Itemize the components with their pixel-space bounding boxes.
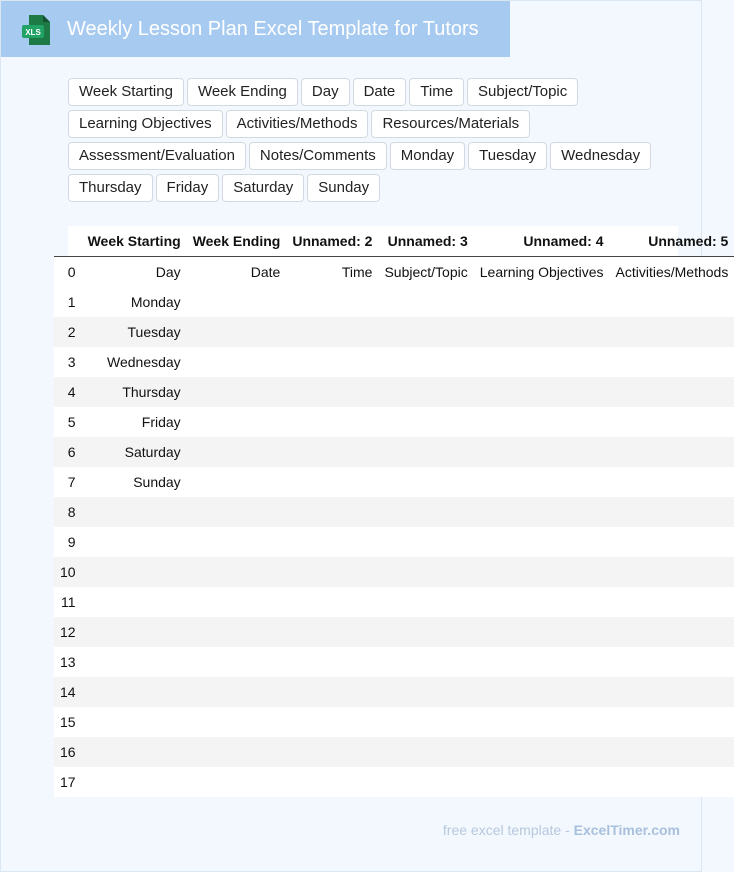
table-row [54, 767, 734, 797]
table-cell[interactable]: 16 [54, 737, 82, 767]
column-chip[interactable]: Week Starting [68, 78, 184, 106]
column-chip[interactable]: Tuesday [468, 142, 547, 170]
table-cell[interactable] [187, 737, 287, 767]
table-cell[interactable] [187, 677, 287, 707]
table-cell[interactable] [474, 347, 610, 377]
table-row [54, 467, 734, 497]
table-row [54, 527, 734, 557]
column-chip[interactable]: Assessment/Evaluation [68, 142, 246, 170]
data-table-viewport[interactable] [60, 226, 729, 797]
footer-brand-link[interactable]: ExcelTimer.com [573, 822, 680, 838]
table-cell[interactable]: 10 [54, 557, 82, 587]
table-cell[interactable] [474, 527, 610, 557]
table-cell[interactable]: Thursday [82, 377, 187, 407]
table-row [54, 287, 734, 317]
table-row [54, 377, 734, 407]
table-row [54, 317, 734, 347]
footer-credit [443, 822, 680, 838]
table-cell[interactable] [610, 527, 734, 557]
table-cell[interactable] [378, 527, 473, 557]
column-chip[interactable]: Resources/Materials [371, 110, 530, 138]
table-cell[interactable] [187, 377, 287, 407]
table-cell[interactable] [187, 437, 287, 467]
table-cell[interactable] [610, 437, 734, 467]
table-cell[interactable] [610, 347, 734, 377]
column-chip[interactable]: Thursday [68, 174, 153, 202]
table-cell[interactable] [286, 287, 378, 317]
table-cell[interactable]: 5 [54, 407, 82, 437]
table-cell[interactable] [286, 467, 378, 497]
table-cell[interactable] [474, 707, 610, 737]
table-cell[interactable]: Date [187, 257, 287, 288]
column-chip[interactable]: Friday [156, 174, 220, 202]
table-cell[interactable] [610, 287, 734, 317]
table-row [54, 497, 734, 527]
data-table [54, 226, 734, 797]
table-cell[interactable] [474, 317, 610, 347]
table-cell[interactable]: Friday [82, 407, 187, 437]
table-cell[interactable]: 11 [54, 587, 82, 617]
table-cell[interactable] [286, 527, 378, 557]
table-row [54, 347, 734, 377]
column-header: Unnamed: 2 [286, 226, 378, 257]
svg-text:XLS: XLS [25, 28, 41, 37]
table-cell[interactable] [378, 647, 473, 677]
table-cell[interactable] [187, 467, 287, 497]
table-cell[interactable] [378, 497, 473, 527]
excel-file-icon [21, 14, 51, 46]
table-row [54, 707, 734, 737]
table-row [54, 647, 734, 677]
table-cell[interactable]: 4 [54, 377, 82, 407]
column-chip[interactable]: Sunday [307, 174, 380, 202]
table-row [54, 257, 734, 288]
table-cell[interactable] [82, 767, 187, 797]
table-cell[interactable] [378, 467, 473, 497]
column-chip[interactable]: Saturday [222, 174, 304, 202]
column-chip[interactable]: Subject/Topic [467, 78, 578, 106]
column-chip[interactable]: Time [409, 78, 464, 106]
table-cell[interactable] [474, 497, 610, 527]
table-cell[interactable] [187, 767, 287, 797]
column-chip[interactable]: Wednesday [550, 142, 651, 170]
table-cell[interactable] [286, 737, 378, 767]
column-chip[interactable]: Learning Objectives [68, 110, 223, 138]
table-cell[interactable] [82, 617, 187, 647]
table-cell[interactable] [286, 557, 378, 587]
table-cell[interactable] [474, 767, 610, 797]
table-cell[interactable] [82, 647, 187, 677]
table-cell[interactable] [187, 497, 287, 527]
table-row [54, 587, 734, 617]
table-cell[interactable] [610, 317, 734, 347]
column-chip[interactable]: Activities/Methods [226, 110, 369, 138]
table-cell[interactable] [82, 707, 187, 737]
table-cell[interactable]: 1 [54, 287, 82, 317]
table-cell[interactable]: 7 [54, 467, 82, 497]
table-row [54, 617, 734, 647]
column-chip[interactable]: Date [353, 78, 407, 106]
column-header: Week Ending [187, 226, 287, 257]
table-cell[interactable]: Activities/Methods [610, 257, 734, 288]
column-header: Unnamed: 3 [378, 226, 473, 257]
table-cell[interactable] [610, 557, 734, 587]
table-cell[interactable] [378, 347, 473, 377]
table-cell[interactable] [610, 377, 734, 407]
table-cell[interactable]: 13 [54, 647, 82, 677]
table-cell[interactable] [474, 407, 610, 437]
page-title: Weekly Lesson Plan Excel Template for Tutors [67, 18, 479, 40]
column-chip[interactable]: Monday [390, 142, 465, 170]
table-cell[interactable] [286, 587, 378, 617]
table-cell[interactable] [610, 707, 734, 737]
table-cell[interactable] [378, 617, 473, 647]
table-cell[interactable] [610, 677, 734, 707]
column-header: Unnamed: 4 [474, 226, 610, 257]
table-cell[interactable]: 3 [54, 347, 82, 377]
table-cell[interactable] [378, 317, 473, 347]
table-cell[interactable]: Tuesday [82, 317, 187, 347]
table-cell[interactable]: Learning Objectives [474, 257, 610, 288]
title-banner [1, 1, 510, 57]
table-cell[interactable] [610, 467, 734, 497]
table-cell[interactable] [82, 677, 187, 707]
column-chip[interactable]: Week Ending [187, 78, 298, 106]
table-cell[interactable] [474, 617, 610, 647]
column-header: Unnamed: 5 [610, 226, 734, 257]
table-cell[interactable]: Time [286, 257, 378, 288]
table-cell[interactable] [286, 407, 378, 437]
table-cell[interactable] [610, 737, 734, 767]
table-cell[interactable]: Wednesday [82, 347, 187, 377]
table-cell[interactable]: Day [82, 257, 187, 288]
column-header [54, 226, 82, 257]
table-cell[interactable] [378, 677, 473, 707]
table-cell[interactable] [82, 527, 187, 557]
table-cell[interactable] [286, 617, 378, 647]
table-cell[interactable] [378, 287, 473, 317]
table-cell[interactable]: 9 [54, 527, 82, 557]
table-cell[interactable] [610, 587, 734, 617]
table-cell[interactable]: 17 [54, 767, 82, 797]
table-cell[interactable] [187, 707, 287, 737]
table-cell[interactable] [610, 647, 734, 677]
table-cell[interactable] [610, 617, 734, 647]
table-cell[interactable] [378, 587, 473, 617]
table-cell[interactable]: Saturday [82, 437, 187, 467]
table-cell[interactable] [286, 677, 378, 707]
column-chip[interactable]: Day [301, 78, 350, 106]
table-cell[interactable] [286, 497, 378, 527]
table-header-row [54, 226, 734, 257]
table-cell[interactable] [187, 587, 287, 617]
table-row [54, 407, 734, 437]
table-cell[interactable] [474, 677, 610, 707]
table-cell[interactable]: Sunday [82, 467, 187, 497]
table-cell[interactable]: 15 [54, 707, 82, 737]
table-cell[interactable]: 2 [54, 317, 82, 347]
table-cell[interactable] [82, 737, 187, 767]
table-cell[interactable] [286, 647, 378, 677]
table-cell[interactable] [187, 527, 287, 557]
table-cell[interactable] [378, 437, 473, 467]
table-cell[interactable] [286, 317, 378, 347]
table-cell[interactable] [378, 377, 473, 407]
table-row [54, 677, 734, 707]
table-cell[interactable] [378, 707, 473, 737]
table-cell[interactable] [378, 407, 473, 437]
table-cell[interactable]: Monday [82, 287, 187, 317]
table-cell[interactable] [378, 737, 473, 767]
table-cell[interactable] [474, 737, 610, 767]
table-cell[interactable] [187, 617, 287, 647]
table-cell[interactable] [610, 407, 734, 437]
table-cell[interactable]: 0 [54, 257, 82, 288]
table-cell[interactable] [187, 347, 287, 377]
table-cell[interactable]: 6 [54, 437, 82, 467]
table-cell[interactable] [82, 587, 187, 617]
table-cell[interactable] [378, 557, 473, 587]
footer-prefix: free excel template - [442, 822, 574, 838]
table-cell[interactable] [610, 497, 734, 527]
column-chip-list [68, 78, 668, 202]
table-cell[interactable] [286, 707, 378, 737]
table-cell[interactable] [187, 287, 287, 317]
table-cell[interactable] [474, 647, 610, 677]
table-cell[interactable] [474, 377, 610, 407]
table-cell[interactable] [286, 347, 378, 377]
table-cell[interactable] [474, 437, 610, 467]
column-chip[interactable]: Notes/Comments [249, 142, 387, 170]
table-row [54, 737, 734, 767]
table-cell[interactable] [286, 377, 378, 407]
table-cell[interactable] [82, 557, 187, 587]
table-cell[interactable] [474, 467, 610, 497]
table-cell[interactable]: Subject/Topic [378, 257, 473, 288]
table-cell[interactable] [286, 437, 378, 467]
table-cell[interactable] [187, 647, 287, 677]
table-cell[interactable] [474, 557, 610, 587]
column-header: Week Starting [82, 226, 187, 257]
table-cell[interactable] [187, 317, 287, 347]
table-cell[interactable] [474, 587, 610, 617]
table-cell[interactable] [82, 497, 187, 527]
table-cell[interactable]: 14 [54, 677, 82, 707]
table-cell[interactable] [286, 767, 378, 797]
table-cell[interactable] [187, 407, 287, 437]
table-cell[interactable] [378, 767, 473, 797]
table-cell[interactable]: 12 [54, 617, 82, 647]
table-cell[interactable] [187, 557, 287, 587]
table-cell[interactable] [610, 767, 734, 797]
table-row [54, 437, 734, 467]
table-cell[interactable]: 8 [54, 497, 82, 527]
table-row [54, 557, 734, 587]
table-cell[interactable] [474, 287, 610, 317]
